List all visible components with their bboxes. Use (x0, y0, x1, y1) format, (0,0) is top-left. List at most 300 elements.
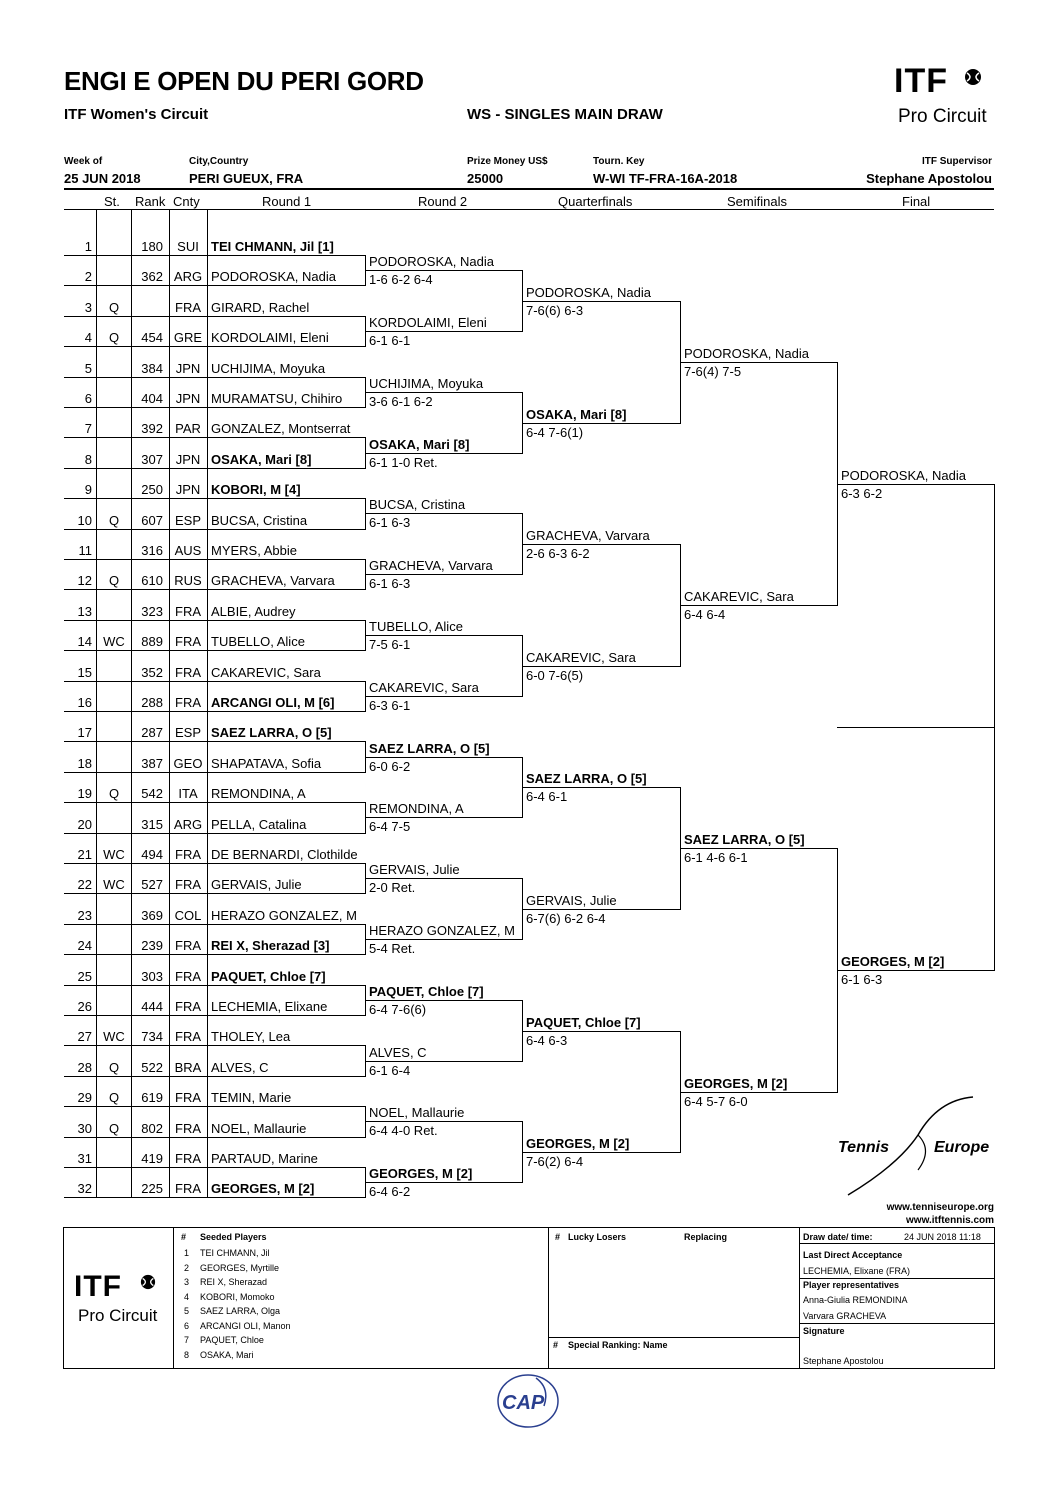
player-rank: 303 (141, 968, 163, 984)
tennis-text: Tennis (838, 1139, 889, 1156)
round2-line (365, 696, 522, 697)
round2-score: 6-4 7-6(6) (369, 1002, 427, 1017)
player-rank: 362 (141, 269, 163, 285)
round2-winner: GERVAIS, Julie (369, 862, 460, 877)
player-rank: 392 (141, 421, 163, 437)
player-name: SAEZ LARRA, O [5] (211, 725, 332, 741)
draw-position: 25 (77, 968, 92, 984)
signature-value: Stephane Apostolou (803, 1356, 884, 1366)
tournament-title: ENGI E OPEN DU PERI GORD (64, 66, 424, 96)
player-name: KOBORI, M [4] (211, 482, 301, 498)
key-label: Tourn. Key (593, 156, 645, 167)
player-name: NOEL, Mallaurie (211, 1120, 307, 1136)
player-status: Q (108, 1090, 120, 1106)
player-row-line (64, 1137, 365, 1138)
player-row-line (64, 1076, 365, 1077)
seed-player: SAEZ LARRA, Olga (200, 1306, 281, 1316)
draw-position: 18 (77, 755, 92, 771)
round2-line (365, 817, 522, 818)
colhead-divider (64, 209, 994, 210)
player-name: PAQUET, Chloe [7] (211, 968, 326, 984)
sf-score: 6-1 4-6 6-1 (684, 850, 748, 865)
player-name: PELLA, Catalina (211, 816, 307, 832)
final-line (837, 970, 994, 971)
player-row-line (64, 316, 365, 317)
europe-text: Europe (934, 1139, 990, 1156)
player-name: ARCANGI OLI, M [6] (211, 695, 335, 710)
seed-player: OSAKA, Mari (200, 1349, 254, 1360)
url-itf[interactable]: www.itftennis.com (906, 1215, 994, 1226)
draw-position: 16 (77, 695, 92, 710)
round2-line (365, 635, 522, 636)
player-rank: 369 (141, 907, 163, 923)
player-country: JPN (175, 391, 201, 406)
sf-line (680, 1092, 837, 1093)
replacing-title: Replacing (684, 1232, 728, 1242)
player-name: BUCSA, Cristina (211, 512, 308, 528)
qf-line (522, 787, 680, 788)
player-status: WC (103, 877, 125, 893)
round2-line (365, 1061, 522, 1062)
player-row-line (64, 711, 365, 712)
supervisor-value: Stephane Apostolou (866, 171, 992, 186)
draw-position: 2 (84, 269, 92, 285)
player-row-line (64, 498, 365, 499)
player-country: ARG (173, 816, 203, 832)
player-name: KORDOLAIMI, Eleni (211, 330, 329, 346)
sf-score: 6-4 6-4 (684, 607, 726, 622)
seed-number: 7 (184, 1335, 190, 1345)
itf-logo (880, 62, 1000, 132)
player-rank: 419 (141, 1151, 163, 1166)
draw-position: 20 (77, 816, 92, 832)
seed-number: 8 (184, 1349, 190, 1360)
player-country: FRA (175, 1181, 201, 1197)
col-qf: Quarterfinals (558, 194, 633, 209)
player-status: Q (108, 1120, 120, 1136)
player-row-line (64, 407, 365, 408)
col-final: Final (902, 194, 931, 209)
qf-winner: GERVAIS, Julie (526, 893, 617, 908)
player-country: FRA (175, 299, 201, 315)
player-rank: 522 (141, 1059, 163, 1075)
prize-label: Prize Money US$ (467, 156, 548, 167)
player-row-line (64, 285, 365, 286)
round2-line (365, 392, 522, 393)
round2-winner: ALVES, C (369, 1045, 427, 1060)
player-rank: 225 (141, 1181, 163, 1197)
round2-score: 3-6 6-1 6-2 (369, 394, 433, 409)
round2-winner: SAEZ LARRA, O [5] (369, 741, 490, 756)
player-rank: 352 (141, 664, 163, 680)
final-winner: GEORGES, M [2] (841, 954, 945, 969)
player-row-line (64, 924, 365, 925)
draw-position: 11 (78, 543, 92, 558)
player-country: FRA (175, 938, 201, 954)
player-country: FRA (175, 1090, 201, 1106)
draw-position: 15 (77, 664, 92, 680)
qf-line (522, 301, 680, 302)
champion-connector (994, 484, 995, 971)
draw-position: 27 (77, 1029, 92, 1045)
qf-line (522, 423, 680, 424)
player-row-line (64, 1167, 365, 1168)
player-status: Q (108, 512, 120, 528)
player-rank: 444 (141, 999, 163, 1014)
player-country: RUS (174, 573, 202, 589)
player-row-line (64, 529, 365, 530)
player-rank: 527 (141, 877, 163, 893)
qf-winner: SAEZ LARRA, O [5] (526, 771, 647, 786)
draw-position: 17 (77, 725, 92, 741)
seed-player: GEORGES, Myrtille (200, 1262, 280, 1273)
player-row-line (64, 589, 365, 590)
sf-winner: CAKAREVIC, Sara (684, 589, 794, 604)
draw-position: 26 (77, 999, 92, 1014)
player-country: FRA (175, 847, 201, 862)
draw-position: 12 (77, 573, 92, 589)
player-name: OSAKA, Mari [8] (211, 451, 312, 467)
qf-line (522, 666, 680, 667)
player-country: GRE (173, 330, 203, 346)
player-country: ITA (178, 786, 198, 802)
sf-line (680, 605, 837, 606)
player-country: FRA (175, 877, 201, 893)
qf-line (522, 909, 680, 910)
round2-score: 6-1 6-4 (369, 1063, 411, 1078)
draw-position: 10 (77, 512, 92, 528)
draw-position: 7 (84, 421, 92, 437)
seed-number: 3 (184, 1277, 190, 1287)
draw-position: 22 (77, 877, 92, 893)
round2-winner: NOEL, Mallaurie (369, 1105, 465, 1120)
qf-score: 6-4 6-3 (526, 1033, 568, 1048)
qf-line (522, 544, 680, 545)
final-line (837, 484, 994, 485)
round2-winner: PAQUET, Chloe [7] (369, 984, 484, 999)
prize-value: 25000 (467, 171, 504, 186)
draw-position: 9 (84, 482, 92, 498)
draw-position: 24 (77, 938, 92, 954)
round2-score: 6-4 7-5 (369, 819, 411, 834)
final-score: 6-3 6-2 (841, 486, 883, 501)
lucky-hash: # (555, 1232, 561, 1242)
supervisor-label: ITF Supervisor (921, 156, 992, 167)
pro-circuit-text: Pro Circuit (898, 106, 987, 127)
round2-score: 7-5 6-1 (369, 637, 411, 652)
city-value: PERI GUEUX, FRA (189, 171, 304, 186)
player-name: TEI CHMANN, Jil [1] (211, 239, 334, 254)
round2-line (365, 513, 522, 514)
player-name: HERAZO GONZALEZ, M (211, 907, 357, 923)
seed-number: 2 (184, 1262, 190, 1273)
sf-winner: SAEZ LARRA, O [5] (684, 832, 805, 847)
qf-winner: PODOROSKA, Nadia (526, 285, 651, 300)
player-country: SUI (177, 239, 199, 254)
draw-position: 14 (77, 634, 92, 650)
sponsor-logo (492, 1370, 564, 1432)
footer-itf-text: ITF (74, 1270, 122, 1303)
player-rank: 889 (141, 634, 163, 650)
final-score: 6-1 6-3 (841, 972, 883, 987)
player-status: WC (103, 1029, 125, 1045)
seed-number: 4 (184, 1291, 190, 1302)
col-round1: Round 1 (262, 194, 312, 209)
qf-score: 6-4 7-6(1) (526, 425, 584, 440)
player-row-line (64, 377, 365, 378)
player-row-line (64, 985, 365, 986)
qf-score: 6-4 6-1 (526, 789, 568, 804)
player-status: Q (108, 299, 120, 315)
player-row-line (64, 1015, 365, 1016)
round2-winner: GRACHEVA, Varvara (369, 558, 493, 573)
player-country: ESP (174, 512, 201, 528)
round2-line (365, 757, 522, 758)
draw-position: 8 (84, 451, 92, 467)
round2-winner: OSAKA, Mari [8] (369, 437, 470, 452)
round2-winner: TUBELLO, Alice (369, 619, 463, 634)
player-row-line (64, 681, 365, 682)
round2-winner: BUCSA, Cristina (369, 497, 466, 512)
player-rank: 734 (141, 1029, 163, 1045)
player-country: FRA (175, 603, 201, 619)
player-status: Q (108, 573, 120, 589)
round2-line (365, 939, 522, 940)
lda-label: Last Direct Acceptance (803, 1250, 903, 1260)
player-row-line (64, 772, 365, 773)
player-row-line (64, 741, 365, 742)
round2-score: 6-0 6-2 (369, 759, 411, 774)
player-country: GEO (173, 755, 203, 771)
player-row-line (64, 1106, 365, 1107)
round2-score: 1-6 6-2 6-4 (369, 272, 433, 287)
rep-2: Varvara GRACHEVA (803, 1311, 887, 1321)
draw-position: 13 (77, 603, 92, 619)
round2-winner: CAKAREVIC, Sara (369, 680, 479, 695)
url-tenniseurope[interactable]: www.tenniseurope.org (886, 1202, 994, 1213)
draw-position: 30 (77, 1120, 92, 1136)
player-name: THOLEY, Lea (211, 1029, 291, 1045)
player-row-line (64, 954, 365, 955)
player-row-line (64, 650, 365, 651)
player-rank: 802 (141, 1120, 163, 1136)
player-status: Q (108, 330, 120, 346)
entry-col-separator (96, 210, 97, 1198)
player-row-line (64, 620, 365, 621)
player-country: FRA (175, 695, 201, 710)
player-status: WC (103, 634, 125, 650)
tennis-ball-icon (964, 68, 982, 86)
round2-line (365, 453, 522, 454)
player-country: JPN (175, 482, 201, 498)
player-name: REMONDINA, A (211, 786, 306, 802)
signature-label: Signature (803, 1326, 845, 1336)
qf-score: 6-0 7-6(5) (526, 668, 584, 683)
player-country: ARG (173, 269, 203, 285)
player-country: FRA (175, 1120, 201, 1136)
round2-score: 6-1 1-0 Ret. (369, 455, 438, 470)
qf-winner: PAQUET, Chloe [7] (526, 1015, 641, 1030)
round2-line (365, 1000, 522, 1001)
round2-score: 6-1 6-3 (369, 576, 411, 591)
player-rank: 287 (141, 725, 163, 741)
player-name: SHAPATAVA, Sofia (211, 755, 322, 771)
draw-position: 31 (77, 1151, 92, 1166)
player-name: TEMIN, Marie (211, 1090, 292, 1106)
col-rank: Rank (135, 194, 166, 209)
draw-position: 32 (77, 1181, 92, 1197)
sponsor-text: CAP (502, 1392, 545, 1414)
round2-winner: PODOROSKA, Nadia (369, 254, 494, 269)
lucky-title: Lucky Losers (568, 1232, 627, 1242)
player-row-line (64, 802, 365, 803)
seeded-title: Seeded Players (200, 1232, 267, 1242)
sf-score: 6-4 5-7 6-0 (684, 1094, 748, 1109)
player-country: PAR (175, 421, 201, 437)
round2-score: 6-3 6-1 (369, 698, 411, 713)
header-divider (64, 188, 994, 190)
draw-position: 1 (84, 239, 92, 254)
footer-itf-logo (72, 1270, 172, 1330)
footer-ball-icon (140, 1274, 156, 1290)
player-rank: 288 (141, 695, 163, 710)
round2-score: 5-4 Ret. (369, 941, 416, 956)
player-row-line (64, 255, 365, 256)
col-round2: Round 2 (418, 194, 468, 209)
draw-position: 3 (84, 299, 92, 315)
seed-player: REI X, Sherazad (200, 1277, 268, 1287)
player-status: Q (108, 1059, 120, 1075)
seed-player: ARCANGI OLI, Manon (200, 1320, 291, 1331)
player-rank: 619 (141, 1090, 163, 1106)
itf-logo-text: ITF (894, 62, 948, 100)
round2-line (365, 878, 522, 879)
player-rank: 494 (141, 847, 163, 862)
key-value: W-WI TF-FRA-16A-2018 (593, 171, 738, 186)
player-rank: 250 (141, 482, 163, 498)
player-name: GEORGES, M [2] (211, 1181, 315, 1197)
player-rank: 316 (141, 543, 163, 558)
col-sf: Semifinals (727, 194, 787, 209)
draw-position: 23 (77, 907, 92, 923)
round2-line (365, 1121, 522, 1122)
player-name: ALVES, C (211, 1059, 269, 1075)
round2-line (365, 574, 522, 575)
player-rank: 180 (141, 239, 163, 254)
draw-date-label: Draw date/ time: (803, 1232, 873, 1242)
col-cnty: Cnty (173, 194, 200, 209)
player-country: FRA (175, 1151, 201, 1166)
player-row-line (64, 346, 365, 347)
player-country: ESP (174, 725, 201, 741)
entry-col-separator (207, 210, 208, 1198)
qf-winner: CAKAREVIC, Sara (526, 650, 636, 665)
round2-line (365, 270, 522, 271)
player-row-line (64, 1045, 365, 1046)
round2-score: 6-1 6-1 (369, 333, 411, 348)
player-status: WC (103, 847, 125, 862)
sf-line (680, 848, 837, 849)
qf-line (522, 1031, 680, 1032)
player-rank: 542 (141, 786, 163, 802)
player-country: BRA (174, 1059, 202, 1075)
round2-winner: GEORGES, M [2] (369, 1166, 473, 1181)
round2-score: 2-0 Ret. (369, 880, 416, 895)
draw-name: WS - SINGLES MAIN DRAW (467, 106, 663, 123)
seed-player: TEI CHMANN, Jil (200, 1248, 270, 1258)
player-row-line (64, 468, 365, 469)
round2-winner: UCHIJIMA, Moyuka (369, 376, 484, 391)
qf-score: 6-7(6) 6-2 6-4 (526, 911, 606, 926)
draw-position: 19 (77, 786, 92, 802)
special-title: Special Ranking: Name (568, 1340, 668, 1350)
seed-number: 1 (184, 1248, 190, 1258)
player-rank: 315 (141, 816, 163, 832)
draw-position: 28 (77, 1059, 92, 1075)
player-name: REI X, Sherazad [3] (211, 938, 330, 954)
player-rank: 387 (141, 755, 163, 771)
player-rank: 239 (141, 938, 163, 954)
player-name: GERVAIS, Julie (211, 877, 302, 893)
player-name: CAKAREVIC, Sara (211, 664, 321, 680)
entry-col-separator (169, 210, 170, 1198)
week-label: Week of (64, 156, 103, 167)
week-value: 25 JUN 2018 (64, 171, 141, 186)
seeded-hash: # (181, 1232, 187, 1242)
player-name: TUBELLO, Alice (211, 634, 305, 650)
player-row-line (64, 1197, 365, 1198)
round2-score: 6-4 6-2 (369, 1184, 411, 1199)
draw-position: 4 (84, 330, 92, 346)
final-winner: PODOROSKA, Nadia (841, 468, 966, 483)
player-row-line (64, 559, 365, 560)
round2-score: 6-4 4-0 Ret. (369, 1123, 438, 1138)
reps-label: Player representatives (803, 1280, 900, 1290)
special-hash: # (553, 1340, 559, 1350)
qf-winner: GRACHEVA, Varvara (526, 528, 650, 543)
draw-date-value: 24 JUN 2018 11:18 (904, 1232, 981, 1242)
footer-pro-circuit: Pro Circuit (78, 1306, 158, 1325)
sf-winner: PODOROSKA, Nadia (684, 346, 809, 361)
player-name: GRACHEVA, Varvara (211, 573, 335, 589)
sf-score: 7-6(4) 7-5 (684, 364, 742, 379)
player-name: GONZALEZ, Montserrat (211, 421, 351, 437)
lda-value: LECHEMIA, Elixane (FRA) (803, 1266, 911, 1276)
sf-winner: GEORGES, M [2] (684, 1076, 788, 1091)
player-name: ALBIE, Audrey (211, 603, 296, 619)
sf-line (680, 362, 837, 363)
qf-score: 7-6(2) 6-4 (526, 1154, 584, 1169)
player-rank: 404 (141, 391, 163, 406)
draw-position: 21 (77, 847, 92, 862)
round2-winner: KORDOLAIMI, Eleni (369, 315, 487, 330)
player-country: AUS (174, 543, 202, 558)
player-name: PODOROSKA, Nadia (211, 269, 336, 285)
qf-score: 2-6 6-3 6-2 (526, 546, 590, 561)
seed-player: PAQUET, Chloe (200, 1335, 264, 1345)
draw-position: 6 (84, 391, 92, 406)
player-rank: 323 (141, 603, 163, 619)
player-name: MURAMATSU, Chihiro (211, 391, 343, 406)
seed-number: 5 (184, 1306, 190, 1316)
player-row-line (64, 833, 365, 834)
player-row-line (64, 437, 365, 438)
player-name: PARTAUD, Marine (211, 1151, 318, 1166)
qf-winner: GEORGES, M [2] (526, 1136, 630, 1151)
tennis-europe-logo (838, 1095, 998, 1200)
player-name: GIRARD, Rachel (211, 299, 310, 315)
round2-line (365, 1182, 522, 1183)
